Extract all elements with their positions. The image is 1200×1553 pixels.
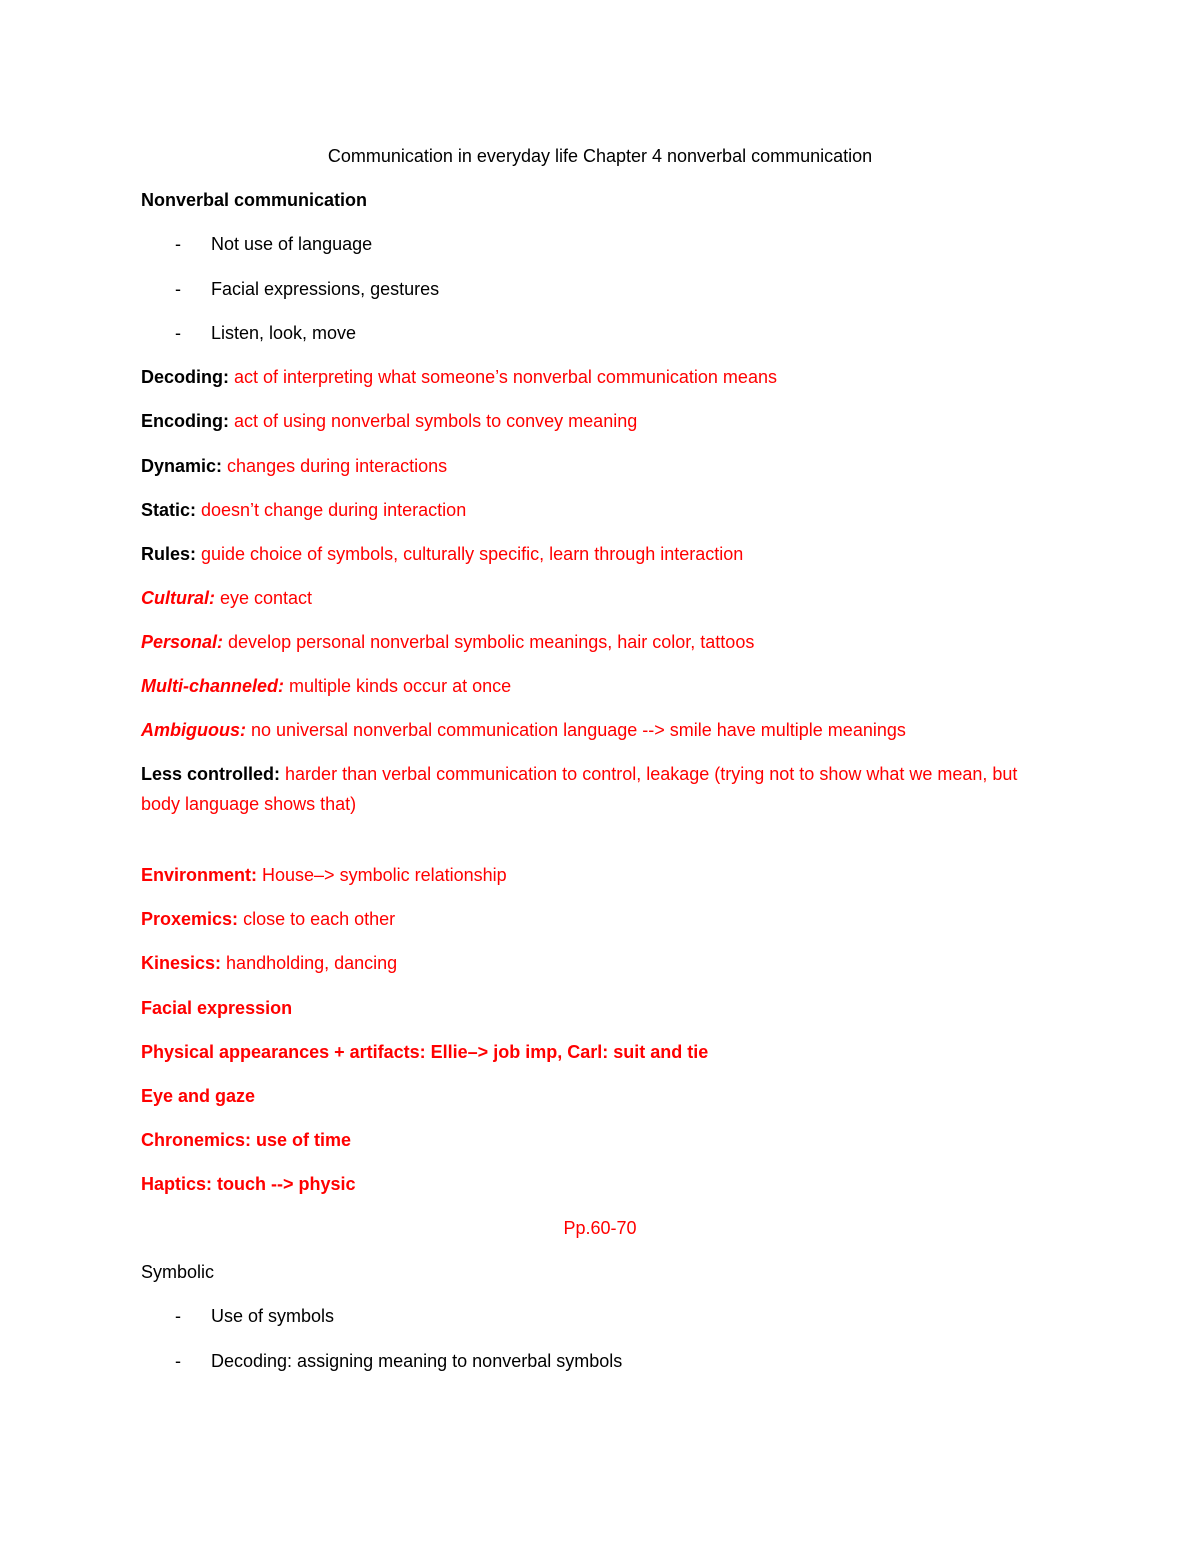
term-definition: doesn’t change during interaction <box>196 500 467 520</box>
term-definition: eye contact <box>215 588 313 608</box>
list-item-text: Facial expressions, gestures <box>211 279 440 299</box>
term-definition: changes during interactions <box>222 456 448 476</box>
type-chronemics: Chronemics: use of time <box>141 1130 352 1150</box>
list-item-text: Use of symbols <box>211 1306 335 1326</box>
term-definition: multiple kinds occur at once <box>284 676 512 696</box>
type-definition: House–> symbolic relationship <box>257 865 507 885</box>
bullet-dash: - <box>175 234 181 254</box>
page-reference: Pp.60-70 <box>563 1218 637 1238</box>
term-label: Cultural: <box>141 588 215 608</box>
term-less-controlled <box>141 759 1021 819</box>
type-kinesics <box>141 948 1040 978</box>
term-label: Dynamic: <box>141 456 223 476</box>
term-decoding <box>141 362 1040 392</box>
term-encoding <box>141 406 1040 436</box>
term-label: Personal: <box>141 632 224 652</box>
term-definition: no universal nonverbal communication language --> smile have multiple meanings <box>246 720 906 740</box>
term-definition: develop personal nonverbal symbolic meanings, hair color, tattoos <box>223 632 755 652</box>
term-label: Multi-channeled: <box>141 676 284 696</box>
term-definition: act of using nonverbal symbols to convey meaning <box>229 411 638 431</box>
term-multichanneled <box>141 671 1040 701</box>
term-label: Encoding: <box>141 411 229 431</box>
term-label: Rules: <box>141 544 197 564</box>
term-dynamic <box>141 451 1040 481</box>
term-label: Decoding: <box>141 367 229 387</box>
bullet-dash: - <box>175 323 181 343</box>
bullet-dash: - <box>175 1306 181 1326</box>
list-item <box>175 1301 334 1331</box>
type-definition: handholding, dancing <box>221 953 398 973</box>
type-facial-expression: Facial expression <box>141 998 293 1018</box>
list-item <box>175 318 356 348</box>
term-cultural <box>141 583 1040 613</box>
section-heading-symbolic: Symbolic <box>141 1262 215 1282</box>
list-item <box>175 274 439 304</box>
list-item-text: Not use of language <box>211 234 373 254</box>
type-physical-appearances: Physical appearances + artifacts: Ellie–> job imp, Carl: suit and tie <box>141 1042 709 1062</box>
term-label: Less controlled: <box>141 764 281 784</box>
type-environment <box>141 860 1040 890</box>
type-definition: close to each other <box>238 909 396 929</box>
type-label: Environment: <box>141 865 258 885</box>
type-haptics: Haptics: touch --> physic <box>141 1174 356 1194</box>
term-label: Ambiguous: <box>141 720 246 740</box>
section-heading-nonverbal: Nonverbal communication <box>141 190 368 210</box>
type-label: Proxemics: <box>141 909 239 929</box>
type-label: Kinesics: <box>141 953 222 973</box>
type-eye-gaze: Eye and gaze <box>141 1086 256 1106</box>
term-personal <box>141 627 1040 657</box>
term-definition: act of interpreting what someone’s nonverbal communication means <box>229 367 777 387</box>
term-label: Static: <box>141 500 197 520</box>
term-rules <box>141 539 1040 569</box>
document-title: Communication in everyday life Chapter 4 nonverbal communication <box>327 146 873 166</box>
list-item-text: Listen, look, move <box>211 323 357 343</box>
bullet-dash: - <box>175 1351 181 1371</box>
type-proxemics <box>141 904 1040 934</box>
term-static <box>141 495 1040 525</box>
bullet-dash: - <box>175 279 181 299</box>
term-definition: guide choice of symbols, culturally specific, learn through interaction <box>196 544 744 564</box>
list-item <box>175 229 372 259</box>
term-definition: harder than verbal communication to control, leakage (trying not to show what we mean, but body language shows that) <box>141 764 1018 814</box>
list-item-text: Decoding: assigning meaning to nonverbal symbols <box>211 1351 623 1371</box>
list-item <box>175 1346 622 1376</box>
term-ambiguous <box>141 715 1040 745</box>
